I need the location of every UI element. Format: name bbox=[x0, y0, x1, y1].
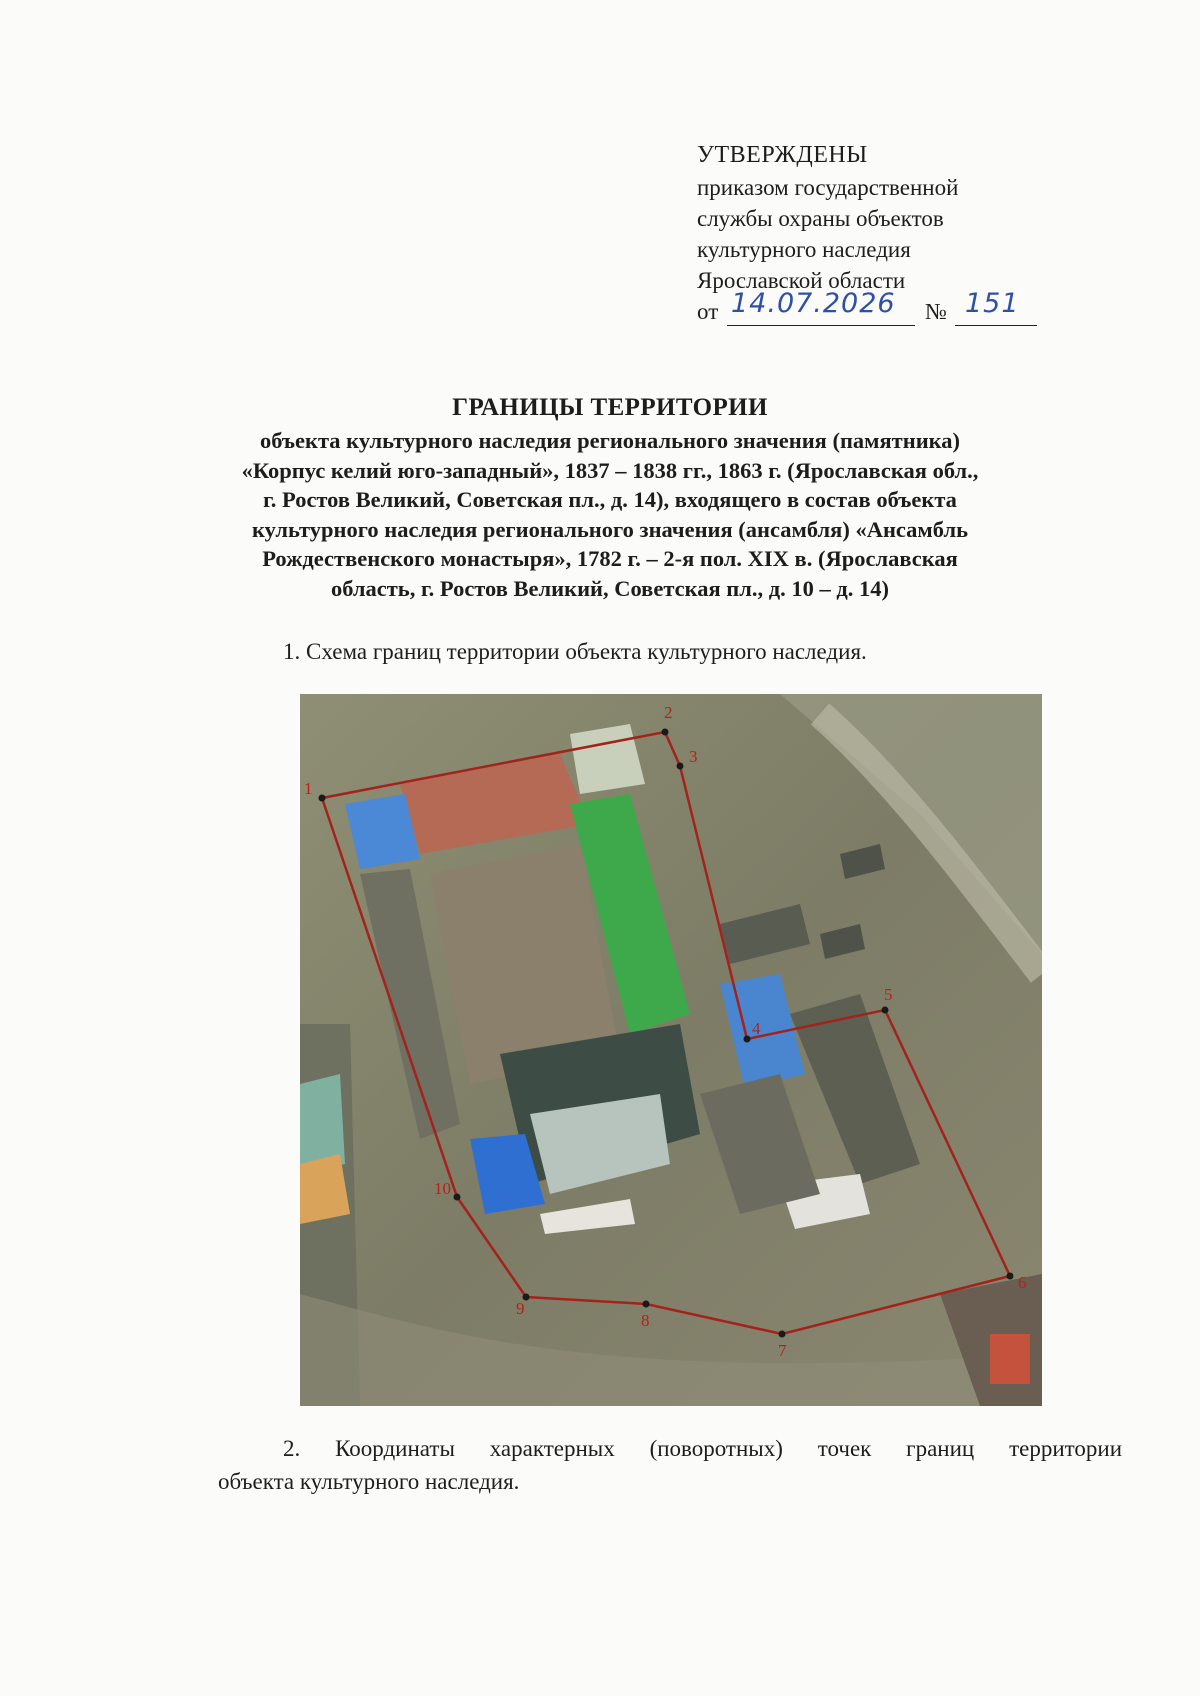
boundary-point-marker bbox=[677, 763, 684, 770]
point-label: 5 bbox=[884, 985, 893, 1004]
number-prefix: № bbox=[925, 299, 947, 324]
document-title: ГРАНИЦЫ ТЕРРИТОРИИ bbox=[452, 394, 768, 421]
title-line: Рождественского монастыря», 1782 г. – 2-я пол. XIX в. (Ярославская bbox=[262, 546, 958, 571]
point-label: 8 bbox=[641, 1311, 650, 1330]
approval-line: культурного наследия bbox=[697, 237, 911, 262]
document-title-block bbox=[180, 393, 1040, 603]
point-label: 10 bbox=[434, 1179, 451, 1198]
section-1-heading: 1. Схема границ территории объекта культурного наследия. bbox=[283, 639, 867, 664]
title-line: «Корпус келий юго-западный», 1837 – 1838 гг., 1863 г. (Ярославская обл., bbox=[241, 457, 979, 483]
point-label: 1 bbox=[304, 779, 313, 798]
date-underline bbox=[727, 325, 915, 326]
approval-stamp bbox=[697, 140, 1057, 330]
section-2-paragraph bbox=[218, 1432, 1122, 1498]
point-label: 4 bbox=[752, 1019, 761, 1038]
title-line: объекта культурного наследия регионального значения (памятника) bbox=[259, 428, 961, 453]
point-label: 9 bbox=[516, 1299, 525, 1318]
point-label: 3 bbox=[689, 747, 698, 766]
approval-heading: УТВЕРЖДЕНЫ bbox=[697, 142, 868, 168]
approval-line: Ярославской области bbox=[697, 268, 906, 293]
boundary-point-marker bbox=[744, 1036, 751, 1043]
title-line: культурного наследия регионального значения (ансамбля) «Ансамбль bbox=[252, 516, 968, 542]
title-line: область, г. Ростов Великий, Советская пл., д. 10 – д. 14) bbox=[330, 575, 890, 601]
boundary-point-marker bbox=[882, 1007, 889, 1014]
point-label: 6 bbox=[1018, 1273, 1027, 1292]
boundary-point-marker bbox=[1007, 1273, 1014, 1280]
boundary-point-marker bbox=[643, 1301, 650, 1308]
boundary-point-marker bbox=[662, 729, 669, 736]
boundary-point-marker bbox=[454, 1194, 461, 1201]
title-line: г. Ростов Великий, Советская пл., д. 14), входящего в состав объекта bbox=[263, 487, 957, 512]
section-2-line-2: объекта культурного наследия. bbox=[218, 1469, 520, 1494]
boundary-point-marker bbox=[779, 1331, 786, 1338]
aerial-photo-map bbox=[300, 694, 1042, 1406]
boundary-scheme-map bbox=[300, 694, 1042, 1406]
handwritten-date: 14.07.2026 bbox=[731, 288, 896, 319]
point-label: 2 bbox=[664, 703, 673, 722]
handwritten-number: 151 bbox=[965, 288, 1020, 319]
date-prefix: от bbox=[697, 299, 719, 324]
section-2-line-1: 2. Координаты характерных (поворотных) точек границ территории bbox=[283, 1436, 1122, 1461]
point-label: 7 bbox=[778, 1341, 787, 1360]
order-date-number-line bbox=[697, 288, 1057, 330]
approval-line: службы охраны объектов bbox=[697, 206, 944, 231]
boundary-point-marker bbox=[319, 795, 326, 802]
approval-line: приказом государственной bbox=[697, 175, 959, 200]
number-underline bbox=[955, 325, 1037, 326]
